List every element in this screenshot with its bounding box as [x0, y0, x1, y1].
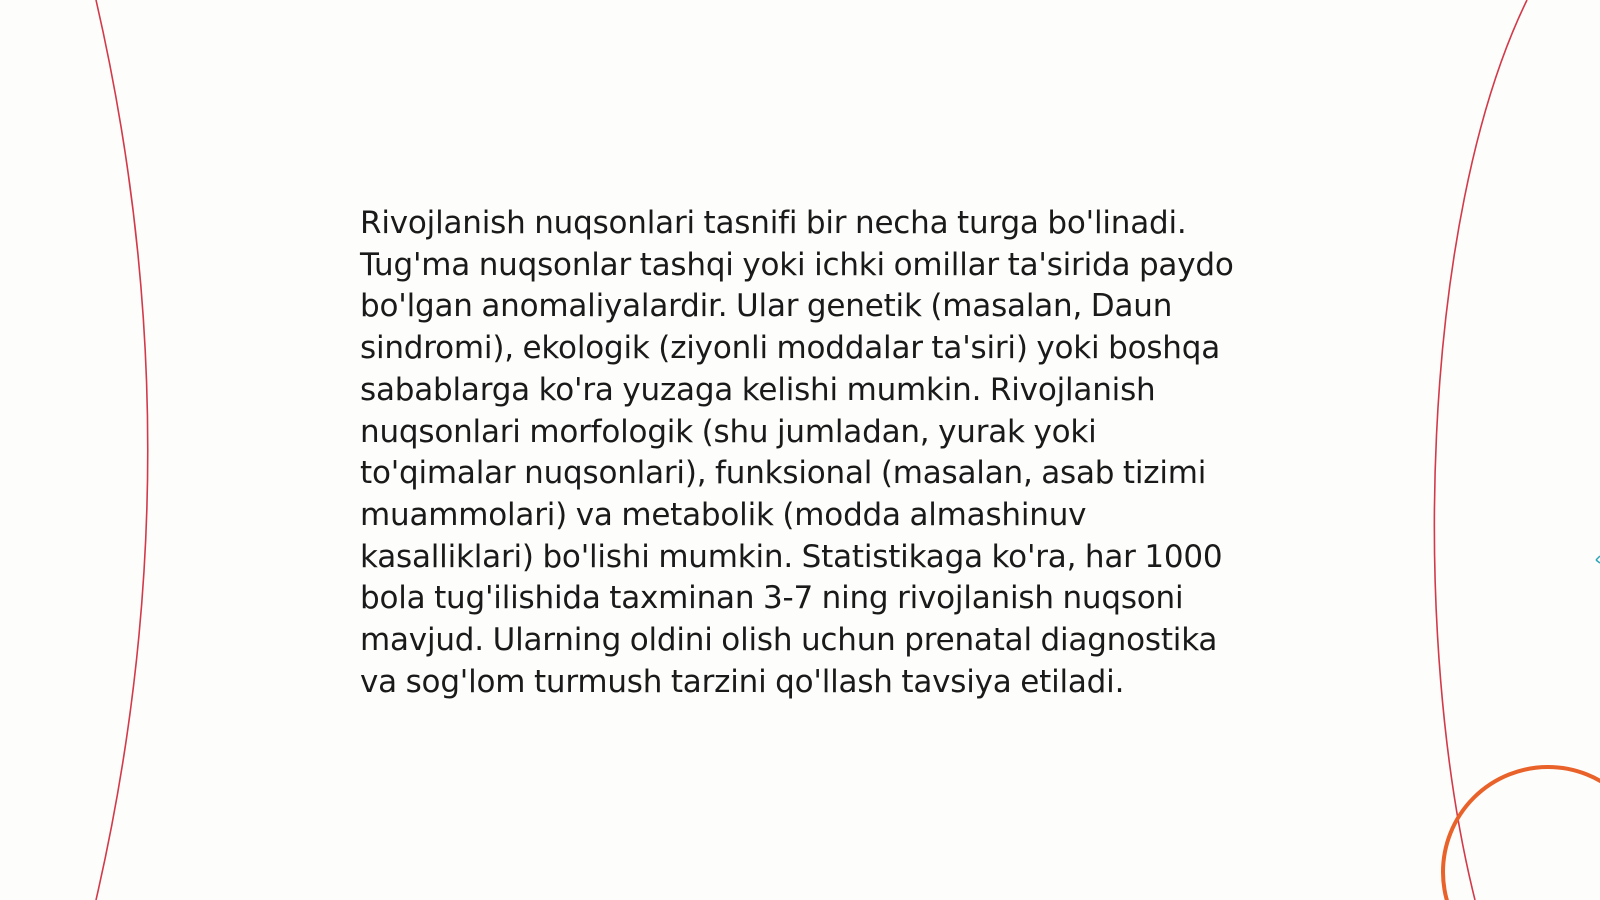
accent-circle: [1443, 767, 1600, 900]
left-curve-line: [96, 0, 148, 900]
accent-teal-mark: [1596, 556, 1600, 563]
body-paragraph: Rivojlanish nuqsonlari tasnifi bir necha turga bo'linadi. Tug'ma nuqsonlar tashqi yoki ichki omillar ta'sirida paydo bo'lgan anomaliyalardir. Ular genetik (masalan, Daun sindromi), ekologik (ziyonli moddalar ta'siri) yoki boshqa sabablarga ko'ra yuzaga kelishi mumkin. Rivojlanish nuqsonlari morfologik (shu jumladan, yurak yoki to'qimalar nuqsonlari), funksional (masalan, asab tizimi muammolari) va metabolik (modda almashinuv kasalliklari) bo'lishi mumkin. Statistikaga ko'ra, har 1000 bola tug'ilishida taxminan 3-7 ning rivojlanish nuqsoni mavjud. Ularning oldini olish uchun prenatal diagnostika va sog'lom turmush tarzini qo'llash tavsiya etiladi.: [360, 205, 1234, 700]
right-curve-line: [1434, 0, 1527, 900]
